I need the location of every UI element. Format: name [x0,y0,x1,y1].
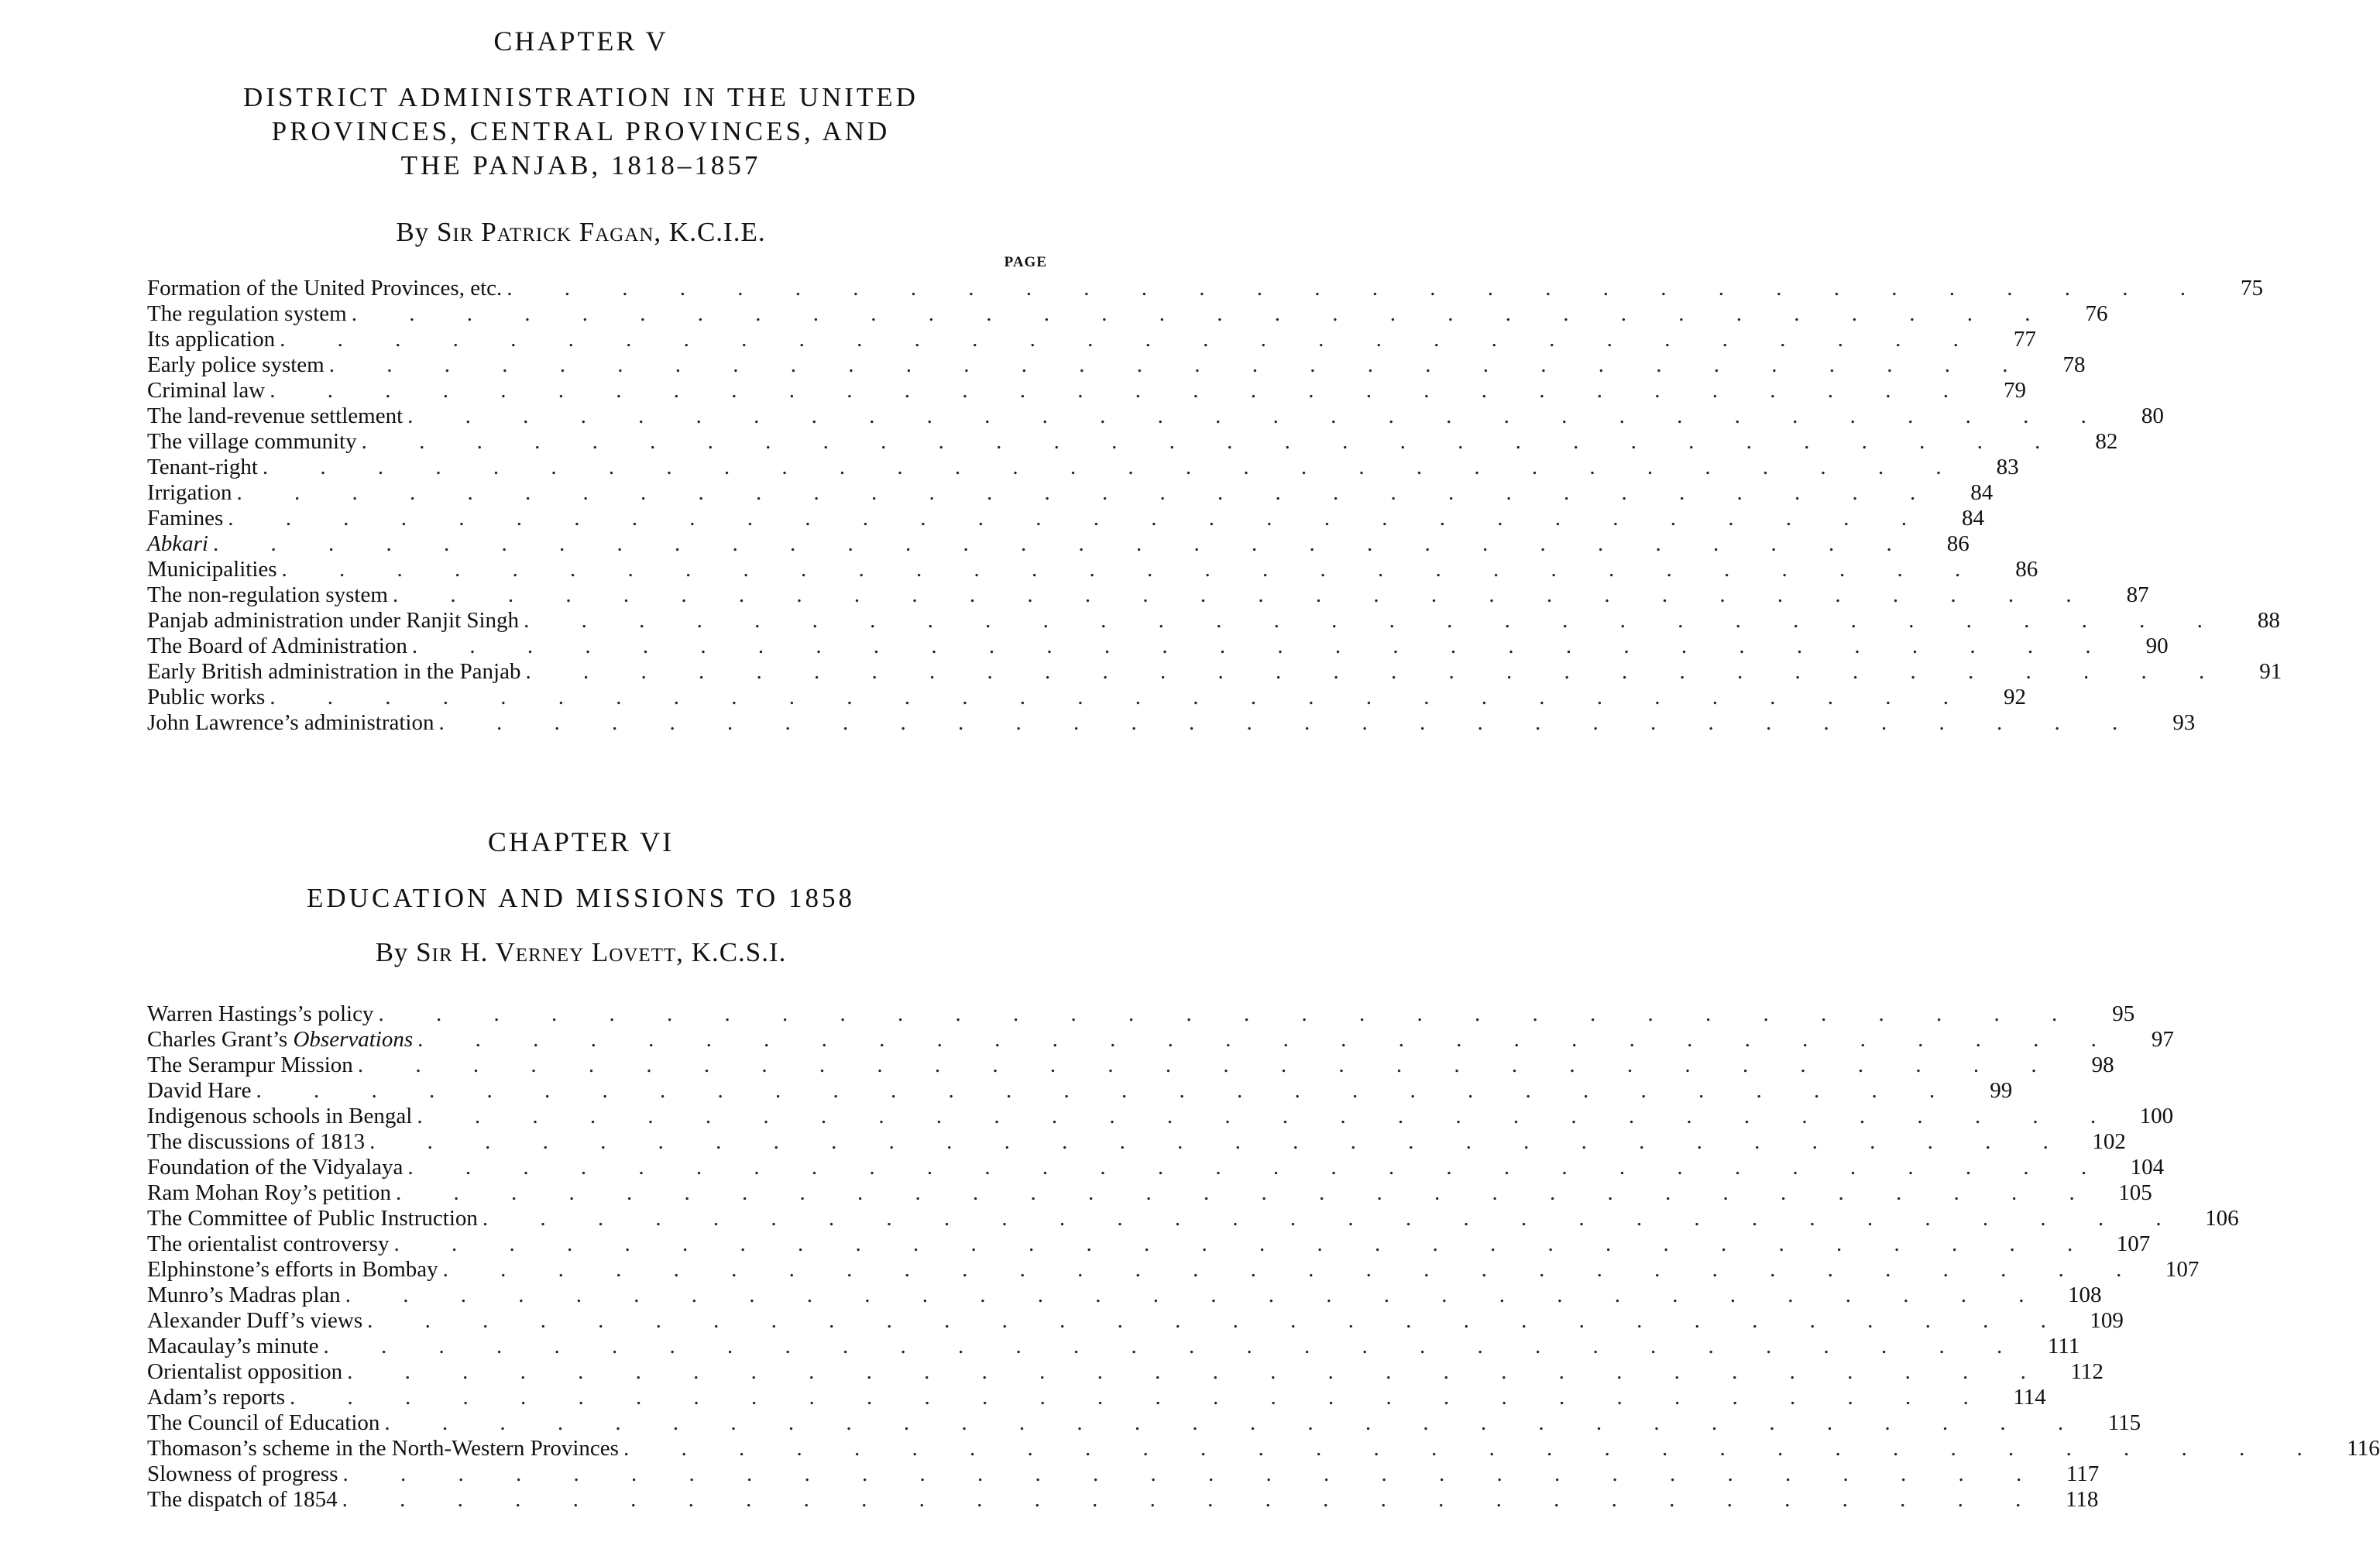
toc-entry [147,1001,2135,1027]
toc-entry-page: 75 [2241,276,2264,301]
toc-entry-page: 117 [2066,1461,2100,1486]
toc-entry [147,1359,2104,1385]
dot-leader: . . . . . . . . . . . . . . . . . . . . . . . . . . . . . . [378,1001,2081,1026]
page-column-heading: PAGE [1004,254,1047,270]
chapter-6-byline [0,937,1162,968]
dot-leader: . . . . . . . . . . . . . . . . . . . . . . . . . . . . . . [384,1410,2087,1435]
toc-entry [147,1129,2126,1155]
toc-entry [147,1436,2380,1461]
dot-leader: . . . . . . . . . . . . . . . . . . . . . . . . . . . . . . [351,301,2054,326]
toc-entry-title: The dispatch of 1854 [147,1487,338,1512]
toc-entry-page: 102 [2092,1129,2126,1154]
dot-leader: . . . . . . . . . . . . . . . . . . . . . . . . . . . . . . [236,480,1939,505]
author-name: Sir Patrick Fagan, [437,217,662,247]
toc-entry-title: The land-revenue settlement [147,404,404,428]
toc-entry-page: 92 [2004,685,2026,709]
toc-entry-title: The orientalist controversy [147,1231,390,1256]
toc-entry-page: 116 [2347,1436,2380,1461]
toc-entry-page: 79 [2003,378,2026,403]
toc-entry-page: 97 [2151,1027,2174,1052]
toc-entry [147,1155,2165,1180]
toc-entry [147,352,2086,378]
toc-entry [147,327,2036,352]
toc-entry-title: The Committee of Public Instruction [147,1206,478,1231]
dot-leader: . . . . . . . . . . . . . . . . . . . . . . . . . . . . . . [357,1053,2060,1077]
toc-entry [147,378,2026,404]
chapter-5-title-line-2: PROVINCES, CENTRAL PROVINCES, AND [271,116,891,146]
chapter-5-title [155,81,1007,183]
toc-entry [147,1027,2174,1053]
toc-entry-page: 76 [2085,301,2108,326]
toc-entry-page: 109 [2090,1308,2124,1333]
toc-entry [147,1461,2100,1487]
toc-entry-title: Foundation of the Vidyalaya [147,1155,404,1180]
dot-leader: . . . . . . . . . . . . . . . . . . . . . . . . . . . . . . [270,378,1972,403]
toc-entry-page: 86 [1946,531,1970,556]
chapter-5-contents [147,276,2282,736]
toc-entry [147,1104,2174,1129]
dot-leader: . . . . . . . . . . . . . . . . . . . . . . . . . . . . . . [623,1436,2326,1461]
toc-entry [147,301,2108,327]
toc-entry-page: 108 [2067,1283,2102,1307]
toc-entry-page: 84 [1962,506,1985,531]
dot-leader: . . . . . . . . . . . . . . . . . . . . . . . . . . . . . . [482,1206,2185,1231]
dot-leader: . . . . . . . . . . . . . . . . . . . . . . . . . . . . . . [507,276,2210,301]
toc-entry-page: 100 [2139,1104,2174,1128]
toc-entry-title: Elphinstone’s efforts in Bombay [147,1257,438,1282]
dot-leader: . . . . . . . . . . . . . . . . . . . . . . . . . . . . . . [411,634,2114,658]
author-honours: K.C.S.I. [691,937,787,967]
toc-entry-page: 84 [1970,480,1994,505]
toc-entry [147,1283,2102,1308]
toc-entry-title: Ram Mohan Roy’s petition [147,1180,391,1205]
dot-leader: . . . . . . . . . . . . . . . . . . . . . . . . . . . . . . [342,1487,2045,1512]
toc-entry-page: 118 [2065,1487,2099,1512]
dot-leader: . . . . . . . . . . . . . . . . . . . . . . . . . . . . . . [323,1334,2026,1358]
dot-leader: . . . . . . . . . . . . . . . . . . . . . . . . . . . . . . [342,1461,2045,1486]
toc-entry [147,1257,2200,1283]
dot-leader: . . . . . . . . . . . . . . . . . . . . . . . . . . . . . . [256,1078,1959,1103]
toc-entry [147,557,2038,582]
dot-leader: . . . . . . . . . . . . . . . . . . . . . . . . . . . . . . [328,352,2031,377]
toc-entry [147,685,2026,710]
toc-entry-page: 112 [2070,1359,2104,1384]
toc-entry-page: 95 [2112,1001,2135,1026]
toc-entry-title: John Lawrence’s administration [147,710,434,735]
toc-entry-title: The Council of Education [147,1410,380,1435]
toc-entry [147,1053,2114,1078]
toc-entry [147,582,2149,608]
byline-prefix: By [375,937,409,967]
author-honours: K.C.I.E. [668,217,766,247]
toc-entry-title [147,1027,417,1053]
dot-leader: . . . . . . . . . . . . . . . . . . . . . . . . . . . . . . [345,1283,2048,1307]
toc-entry-title: Orientalist opposition [147,1359,343,1384]
toc-entry [147,1078,2013,1104]
toc-entry [147,429,2118,455]
toc-entry-title: The Board of Administration [147,634,407,658]
toc-entry [147,531,1970,557]
chapter-5-byline [0,217,1162,248]
dot-leader: . . . . . . . . . . . . . . . . . . . . . . . . . . . . . . [290,1385,1992,1410]
dot-leader: . . . . . . . . . . . . . . . . . . . . . . . . . . . . . . [393,1231,2097,1256]
toc-entry-title: The Serampur Mission [147,1053,353,1077]
toc-entry-title: Alexander Duff’s views [147,1308,363,1333]
dot-leader: . . . . . . . . . . . . . . . . . . . . . . . . . . . . . . [442,1257,2145,1282]
toc-entry-title: Panjab administration under Ranjit Singh [147,608,520,633]
dot-leader: . . . . . . . . . . . . . . . . . . . . . . . . . . . . . . [347,1359,2049,1384]
toc-entry-title: Criminal law [147,378,266,403]
dot-leader: . . . . . . . . . . . . . . . . . . . . . . . . . . . . . . [270,685,1972,709]
dot-leader: . . . . . . . . . . . . . . . . . . . . . . . . . . . . . . [367,1308,2069,1333]
byline-prefix: By [396,217,430,247]
toc-entry-page: 98 [2091,1053,2114,1077]
toc-entry-page: 115 [2107,1410,2141,1435]
toc-entry-title: Thomason’s scheme in the North-Western Provinces [147,1436,619,1461]
toc-entry-page: 86 [2015,557,2038,582]
toc-entry [147,1206,2239,1231]
toc-entry-page: 107 [2116,1231,2151,1256]
toc-entry-title: Slowness of progress [147,1461,338,1486]
dot-leader: . . . . . . . . . . . . . . . . . . . . . . . . . . . . . . [361,429,2064,454]
chapter-6-contents [147,1001,2380,1513]
toc-entry-title: Formation of the United Provinces, etc. [147,276,503,301]
dot-leader: . . . . . . . . . . . . . . . . . . . . . . . . . . . . . . [417,1027,2120,1052]
toc-entry [147,634,2169,659]
toc-entry-title: Municipalities [147,557,277,582]
toc-entry [147,506,1985,531]
toc-entry-page: 77 [2013,327,2036,352]
toc-entry-title: Irrigation [147,480,232,505]
toc-entry-title: Famines [147,506,224,531]
toc-entry [147,608,2280,634]
toc-entry-page: 91 [2259,659,2282,684]
toc-entry-title: Adam’s reports [147,1385,285,1410]
dot-leader: . . . . . . . . . . . . . . . . . . . . . . . . . . . . . . [407,404,2110,428]
toc-entry [147,1231,2151,1257]
chapter-6-label: CHAPTER VI [487,826,675,857]
toc-entry [147,1385,2046,1410]
chapter-5-title-line-3: THE PANJAB, 1818–1857 [400,150,761,180]
dot-leader: . . . . . . . . . . . . . . . . . . . . . . . . . . . . . . [438,710,2141,735]
toc-entry-title: The non-regulation system [147,582,388,607]
toc-entry-title-text: Charles Grant’s [147,1027,294,1052]
toc-entry [147,276,2264,301]
toc-entry-page: 78 [2062,352,2086,377]
toc-entry-title-italic: Observations [293,1027,414,1052]
toc-entry-page: 114 [2013,1385,2046,1410]
toc-entry-title: Public works [147,685,266,709]
toc-entry-page: 106 [2205,1206,2239,1231]
toc-entry [147,404,2164,429]
toc-entry [147,1180,2152,1206]
toc-entry-page: 82 [2095,429,2118,454]
author-name: Sir H. Verney Lovett, [416,937,684,967]
dot-leader: . . . . . . . . . . . . . . . . . . . . . . . . . . . . . . [407,1155,2110,1180]
dot-leader: . . . . . . . . . . . . . . . . . . . . . . . . . . . . . . [280,327,1982,352]
toc-entry-title: Abkari [147,531,208,556]
dot-leader: . . . . . . . . . . . . . . . . . . . . . . . . . . . . . . [212,531,1915,556]
dot-leader: . . . . . . . . . . . . . . . . . . . . . . . . . . . . . . [417,1104,2120,1128]
dot-leader: . . . . . . . . . . . . . . . . . . . . . . . . . . . . . . [369,1129,2072,1154]
toc-entry-title: Warren Hastings’s policy [147,1001,374,1026]
toc-entry-page: 104 [2130,1155,2165,1180]
toc-entry [147,1308,2124,1334]
toc-entry-page: 87 [2126,582,2149,607]
dot-leader: . . . . . . . . . . . . . . . . . . . . . . . . . . . . . . [281,557,1984,582]
toc-entry-title: David Hare [147,1078,252,1103]
toc-entry-title: Macaulay’s minute [147,1334,319,1358]
toc-entry-page: 111 [2047,1334,2080,1358]
toc-entry-page: 88 [2257,608,2280,633]
chapter-5-label: CHAPTER V [493,26,668,57]
dot-leader: . . . . . . . . . . . . . . . . . . . . . . . . . . . . . . [395,1180,2098,1205]
toc-entry-page: 107 [2165,1257,2200,1282]
toc-entry-title: Early police system [147,352,325,377]
toc-entry [147,1334,2080,1359]
toc-entry [147,480,1994,506]
toc-entry-title: Indigenous schools in Bengal [147,1104,413,1128]
dot-leader: . . . . . . . . . . . . . . . . . . . . . . . . . . . . . . [392,582,2095,607]
dot-leader: . . . . . . . . . . . . . . . . . . . . . . . . . . . . . . [525,659,2228,684]
toc-entry-page: 99 [1990,1078,2013,1103]
toc-entry [147,1410,2141,1436]
toc-entry-title: Early British administration in the Panjab [147,659,521,684]
toc-entry-title: Tenant-right [147,455,258,479]
toc-entry-title: The regulation system [147,301,347,326]
toc-entry-title: Munro’s Madras plan [147,1283,341,1307]
toc-entry-page: 105 [2118,1180,2152,1205]
toc-entry-page: 90 [2145,634,2169,658]
toc-entry-page: 83 [1996,455,2019,479]
toc-entry [147,659,2282,685]
dot-leader: . . . . . . . . . . . . . . . . . . . . . . . . . . . . . . [524,608,2226,633]
dot-leader: . . . . . . . . . . . . . . . . . . . . . . . . . . . . . . [262,455,1965,479]
chapter-6-title [155,881,1007,915]
toc-entry-title: Its application [147,327,276,352]
toc-entry-page: 93 [2172,710,2196,735]
toc-entry-page: 80 [2141,404,2164,428]
toc-entry [147,455,2019,480]
toc-entry [147,1487,2099,1513]
toc-entry-title: The discussions of 1813 [147,1129,366,1154]
chapter-5-title-line-1: DISTRICT ADMINISTRATION IN THE UNITED [243,82,919,112]
dot-leader: . . . . . . . . . . . . . . . . . . . . . . . . . . . . . . [228,506,1931,531]
toc-entry [147,710,2196,736]
toc-entry-title: The village community [147,429,357,454]
chapter-6-title-line-1: EDUCATION AND MISSIONS TO 1858 [307,883,855,913]
